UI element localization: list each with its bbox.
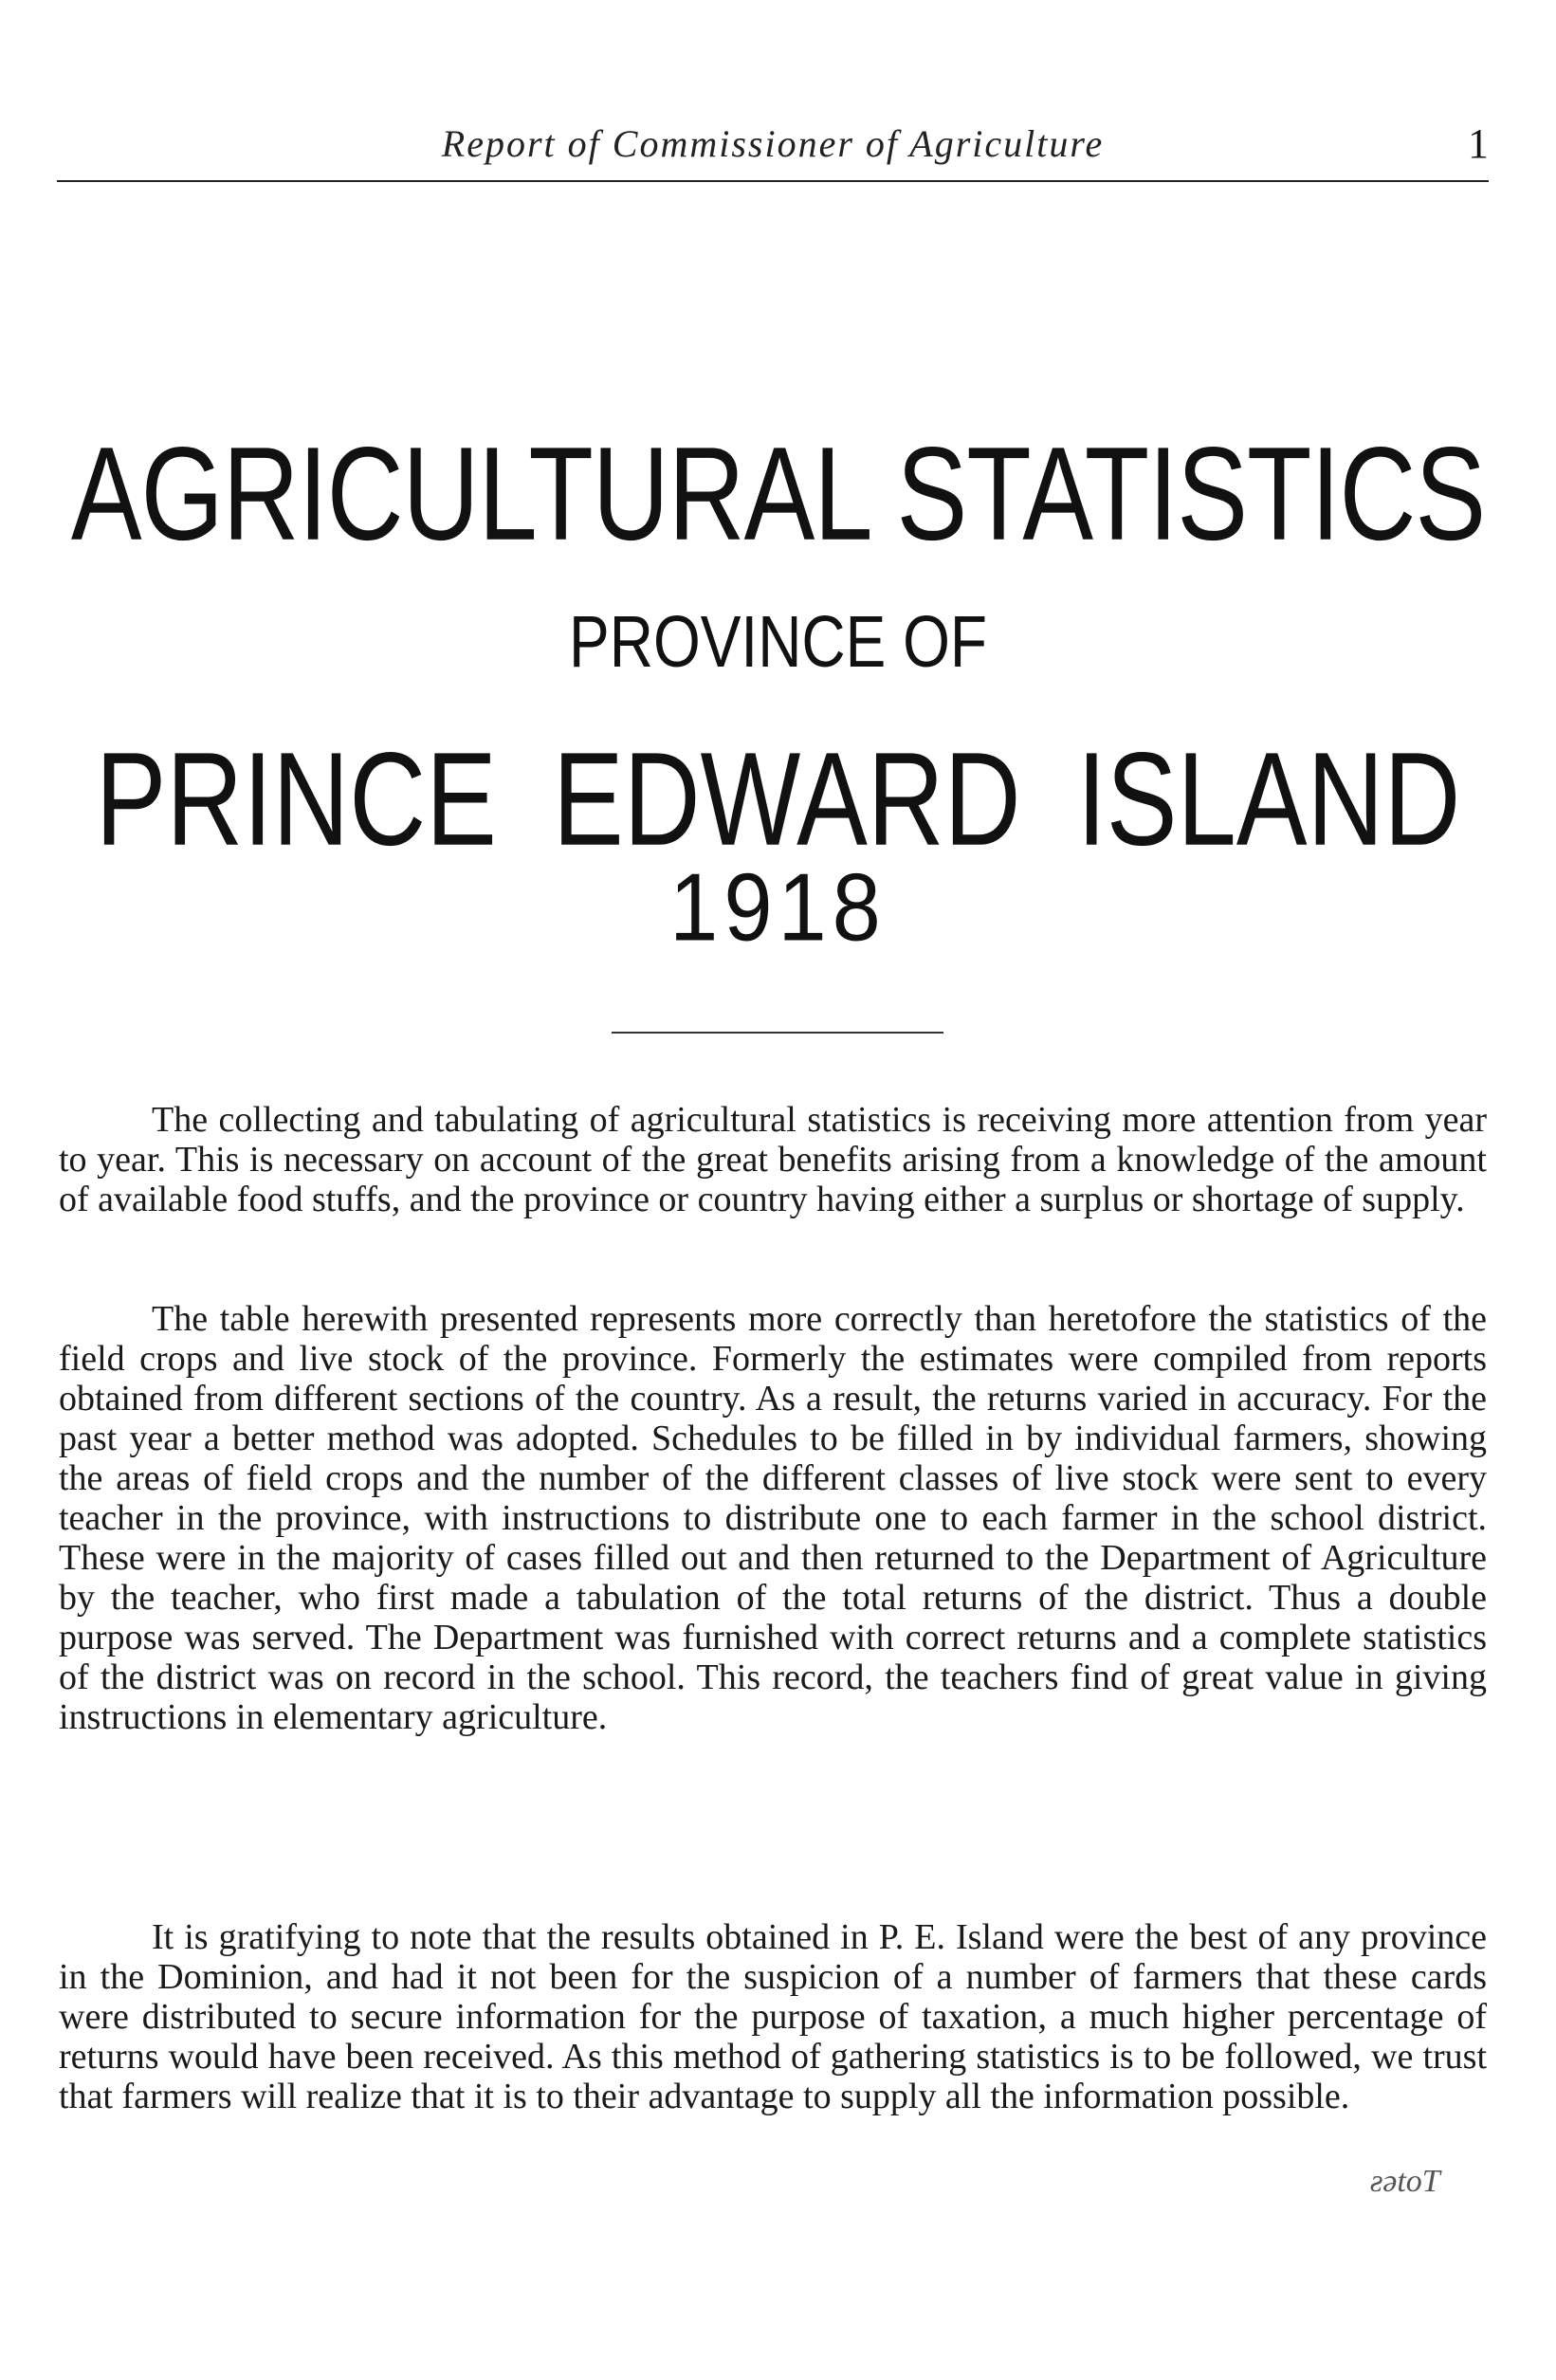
title-divider	[612, 1032, 943, 1034]
paragraph-3	[59, 1917, 1487, 2116]
page-number: 1	[1468, 120, 1489, 167]
main-title: AGRICULTURAL STATISTICS	[70, 419, 1486, 568]
running-title: Report of Commissioner of Agriculture	[441, 122, 1105, 165]
paragraph-text: The collecting and tabulating of agricultural statistics is receiving more attention from year to year. This is necessary on account of the great benefits arising from a knowledge of the amount of available food stuffs, and the province or country having either a surplus or shortage of supply.	[59, 1100, 1487, 1219]
sub-title: PROVINCE OF	[569, 600, 987, 683]
paragraph-text: It is gratifying to note that the results obtained in P. E. Island were the best of any province in the Dominion, and had it not been for the suspicion of a number of farmers that these cards were distributed to secure information for the purpose of taxation, a much higher percentage of returns would have been received. As this method of gathering statistics is to be followed, we trust that farmers will realize that it is to their advantage to supply all the information possible.	[59, 1917, 1487, 2116]
paragraph-text: The table herewith presented represents more correctly than heretofore the statistics of the field crops and live stock of the province. Formerly the estimates were compiled from reports obtained from different sections of the country. As a result, the returns varied in accuracy. For the past year a better method was adopted. Schedules to be filled in by individual farmers, showing the areas of field crops and the number of the different classes of live stock were sent to every teacher in the province, with instructions to distribute one to each farmer in the school district. These were in the majority of cases filled out and then returned to the Department of Agriculture by the teacher, who first made a tabulation of the total returns of the district. Thus a double purpose was served. The Department was furnished with correct returns and a complete statistics of the district was on record in the school. This record, the teachers find of great value in giving instructions in elementary agriculture.	[59, 1299, 1487, 1737]
paragraph-1	[59, 1100, 1487, 1219]
year-title: 1918	[669, 854, 887, 961]
island-title: PRINCE EDWARD ISLAND	[95, 724, 1461, 873]
running-header	[57, 121, 1489, 182]
paragraph-2	[59, 1299, 1487, 1737]
bleed-through-mark: ƨǝtoT	[1370, 2164, 1440, 2199]
